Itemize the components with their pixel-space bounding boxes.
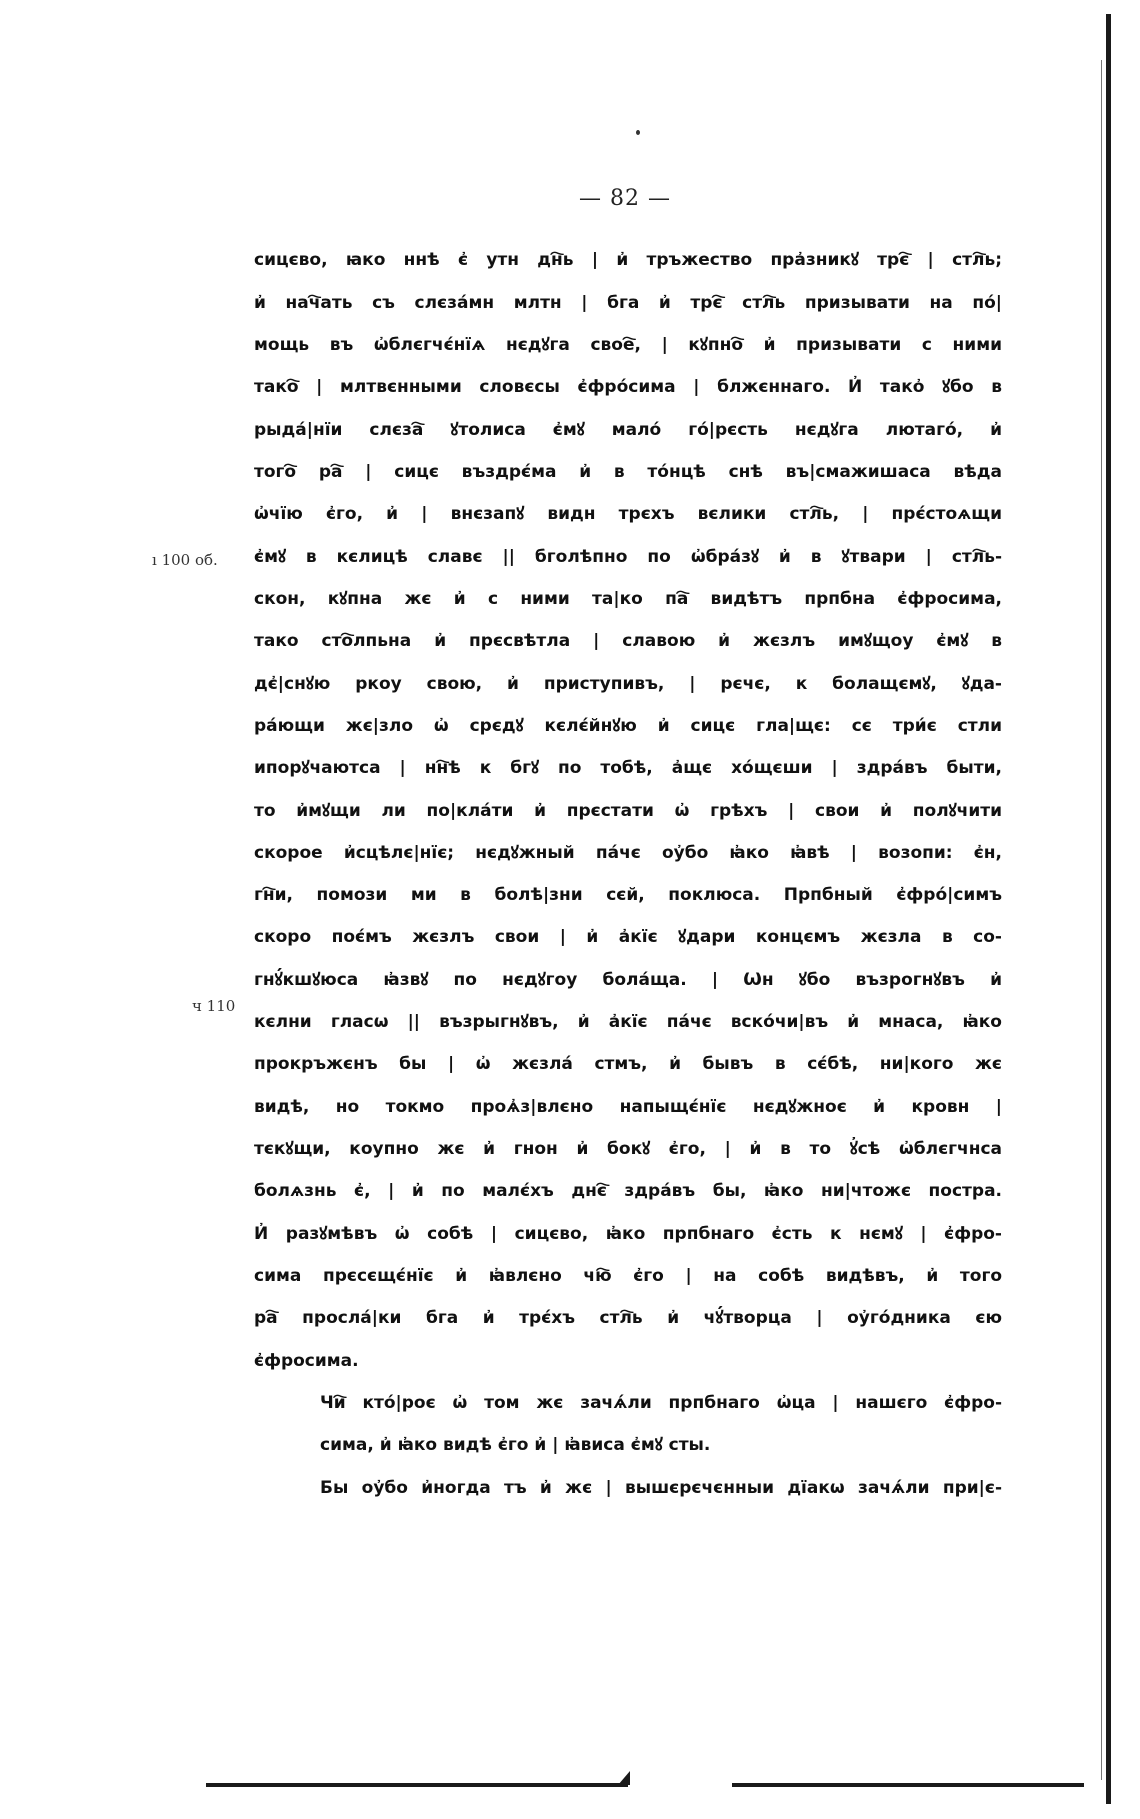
text-line: И҆ разꙋмѣвъ ѡ҆ собѣ | сицєво, ꙗ҆ко прпбнаго є҆сть к нємꙋ | є҆фро- (254, 1224, 1002, 1244)
text-line: ѡ҆чїю є҆го, и҆ | внєзапꙋ видн трєхъ вєлики стл҇ь, | прє́стоѧщи (254, 504, 1002, 524)
text-line: Чи҇ кто́|роє ѡ҆ том жє зачѧ́ли прпбнаго ѡ҆ца | нашєго є҆фро- (320, 1393, 1002, 1413)
text-line: тако сто҇лпьна и҆ прєсвѣтла | славою и҆ жєзлъ имꙋщоу є҆мꙋ в (254, 631, 1002, 651)
text-line: сима прєсєщє́нїє и҆ ꙗ҆влєно чю҇ є҆го | на собѣ видѣвъ, и҆ того (254, 1266, 1002, 1286)
text-line: того҇ ра҇ | сицє въздрє́ма и҆ в то́нцѣ снѣ въ|смажишаса вѣда (254, 462, 1002, 482)
page-frame-rule (1106, 14, 1111, 1804)
text-line: дє҆|снꙋю ркоу свою, и҆ приступивъ, | рєчє, к болащємꙋ, ꙋда- (254, 674, 1002, 694)
bottom-rule-left (206, 1783, 628, 1787)
text-line: скоро поє́мъ жєзлъ свои | и҆ а҆кїє ꙋдари концємъ жєзла в со- (254, 927, 1002, 947)
text-line: гнꙋ́кшꙋюса ꙗ҆звꙋ по нєдꙋгоу бола́ща. | Ѡн ꙋбо възрогнꙋвъ и҆ (254, 970, 1002, 990)
text-line: видѣ, но токмо проѧ҆з|влєно напыщє́нїє нєдꙋжноє и҆ кровн | (254, 1097, 1002, 1117)
bottom-rule-right (732, 1783, 1084, 1787)
ink-speck (636, 130, 640, 135)
text-line: ра́ющи жє|зло ѡ҆ срєдꙋ кєлє́йнꙋю и҆ сицє гла|щє: сє три́є стли (254, 716, 1002, 736)
text-line: болѧзнь є҆, | и҆ по малє́хъ днє҇ здра́въ бы, ꙗ҆ко ни|чтожє постра. (254, 1181, 1002, 1201)
text-line: скорое и҆сцѣлє|нїє; нєдꙋжный па́чє оу҆бо ꙗ҆ко ꙗ҆вѣ | возопи: є҆н, (254, 843, 1002, 863)
text-line: скон, кꙋпна жє и҆ с ними та|ко па҇ видѣтъ прпбна є҆фросима, (254, 589, 1002, 609)
page-number: — 82 — (579, 186, 671, 211)
margin-note-folio-100: ı 100 об. (152, 551, 218, 569)
text-line: кєлни гласѡ || възрыгнꙋвъ, и҆ а҆кїє па́чє вско́чи|въ и҆ мнаса, ꙗ҆ко (254, 1012, 1002, 1032)
text-line: є҆мꙋ в кєлицѣ славє || бголѣпно по ѡ҆бра́зꙋ и҆ в ꙋтвари | стл҇ь- (254, 547, 1002, 567)
text-line: Бы оу҆бо и҆ногда тъ и҆ жє | вышєрєчєнныи дїакѡ зачѧ́ли при|є- (320, 1478, 1002, 1498)
text-line: тєкꙋщи, коупно жє и҆ гнон и҆ бокꙋ є҆го, | и҆ в то ꙋ҆сѣ ѡ҆блєгчнса (254, 1139, 1002, 1159)
text-line: гн҇и, помози ми в болѣ|зни сєй, поклюса. Прпбный є҆фро́|симъ (254, 885, 1002, 905)
text-line: ра҇ просла́|ки бга и҆ трє́хъ стл҇ь и҆ чꙋ́творца | оу҆го́дника єю (254, 1308, 1002, 1328)
text-line: рыда́|нїи слєза҇ ꙋтолиса є҆мꙋ мало́ го́|рєсть нєдꙋга лютаго́, и҆ (254, 420, 1002, 440)
margin-note-folio-110: ч 110 (192, 997, 236, 1015)
text-line: сима, и҆ ꙗ҆ко видѣ є҆го и҆ | ꙗ҆виса є҆мꙋ сты. (320, 1435, 711, 1455)
text-line: ипорꙋчаютса | нн҇ѣ к бгꙋ по тобѣ, а҆щє хо́щєши | здра́въ быти, (254, 758, 1002, 778)
text-line: и҆ нач҇ать съ слєза́мн млтн | бга и҆ трє҇ стл҇ь призывати на по́| (254, 293, 1002, 313)
text-line: прокръжєнъ бы | ѡ҆ жєзла́ стмъ, и҆ бывъ в сє́бѣ, ни|кого жє (254, 1054, 1002, 1074)
text-line: тако҇ | млтвєнными словєсы є҆фро́сима | блжєннаго. И҆ тако҆ ꙋбо в (254, 377, 1002, 397)
text-line: то и҆мꙋщи ли по|кла́ти и҆ прєстати ѡ҆ грѣхъ | свои и҆ полꙋчити (254, 801, 1002, 821)
text-line: сицєво, ꙗко ннѣ є҆ утн дн҇ь | и҆ тръжество пра҆зникꙋ трє҇ | стл҇ь; (254, 250, 1002, 270)
page-frame-thin-rule (1101, 60, 1102, 1780)
text-line: мощь въ ѡ҆блєгчє́нїѧ нєдꙋга свое҇, | кꙋпно҇ и҆ призывати с ними (254, 335, 1002, 355)
text-line: є҆фросима. (254, 1351, 359, 1371)
